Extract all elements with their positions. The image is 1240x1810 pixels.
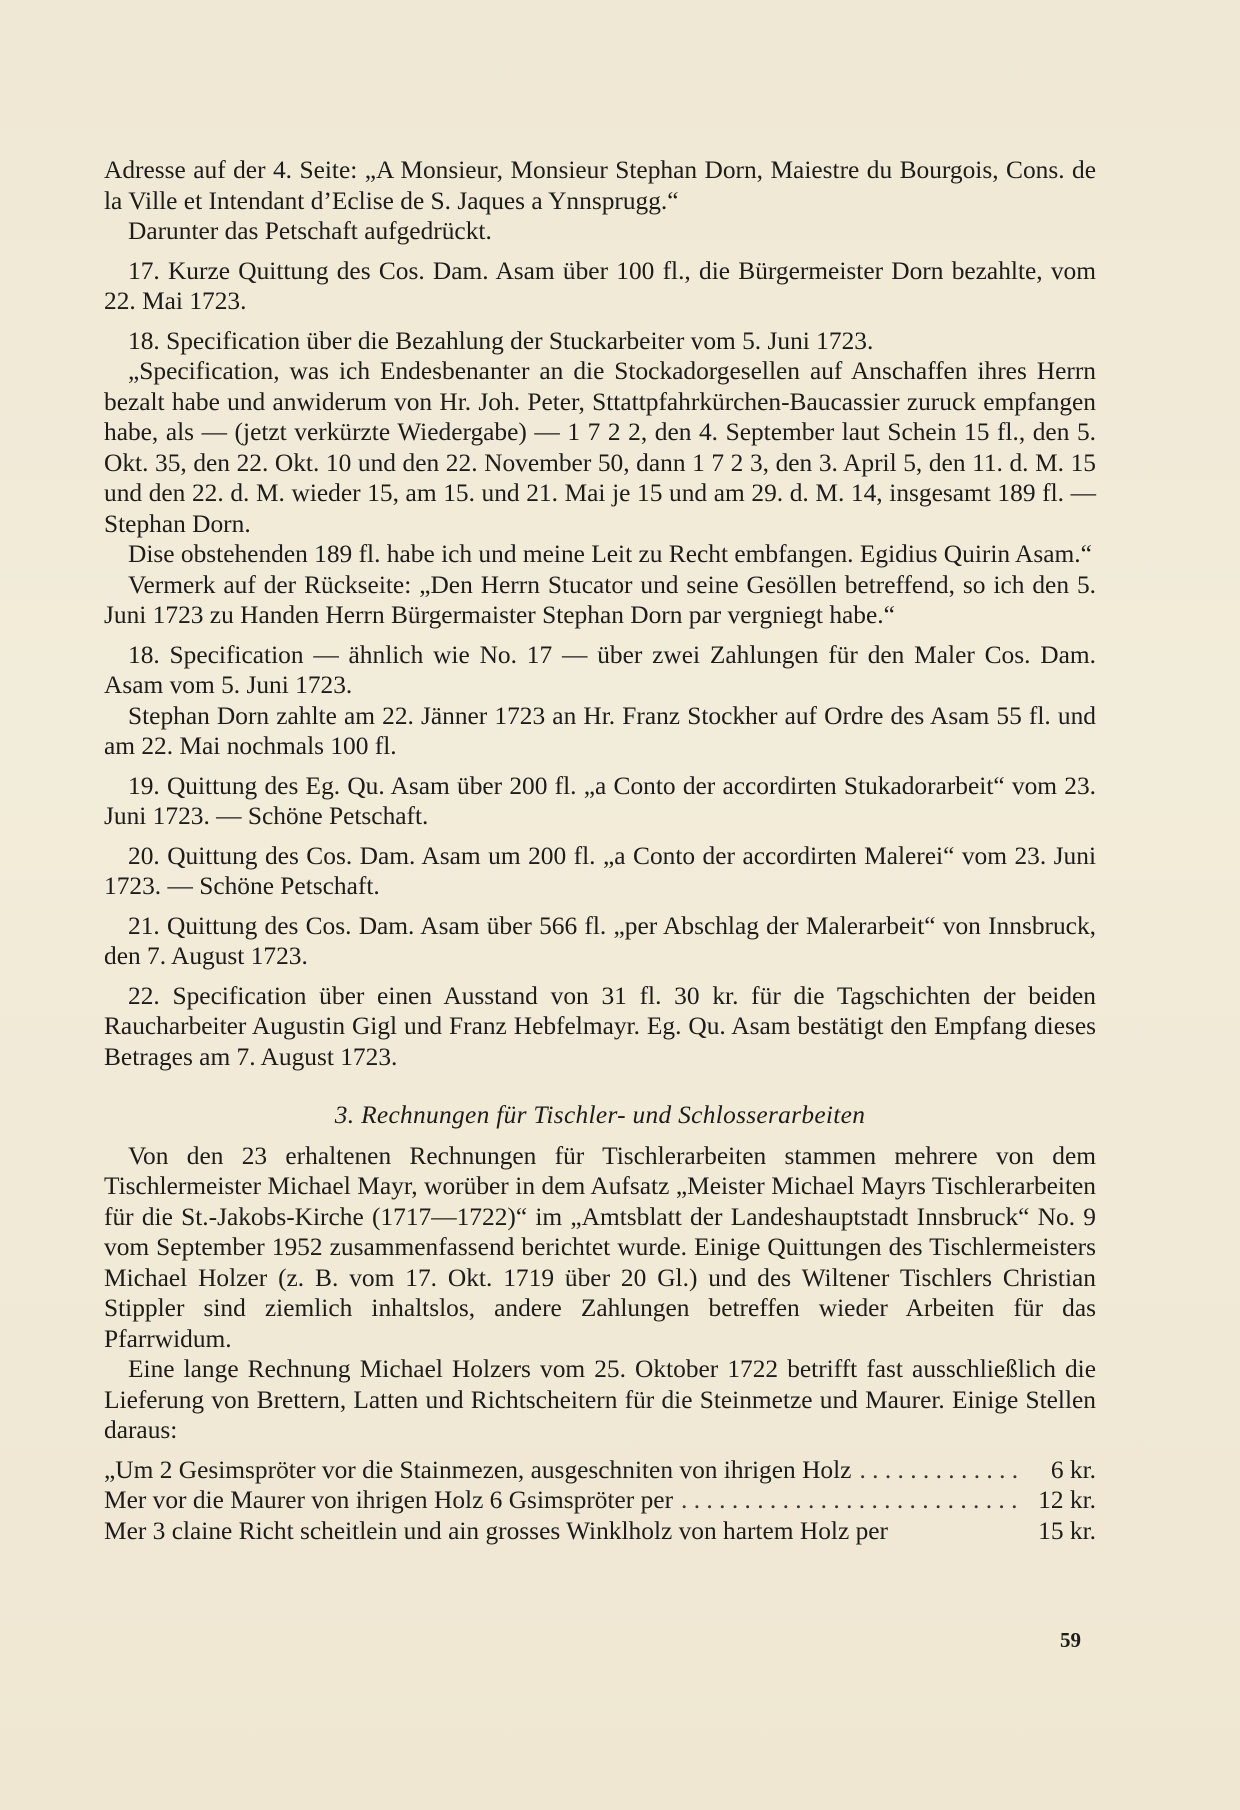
paragraph: 19. Quittung des Eg. Qu. Asam über 200 fl. „a Conto der accordirten Stukadorarbeit“ vom 23. Juni 1723. — Schöne Petschaft. bbox=[104, 771, 1096, 830]
paragraph: 18. Specification — ähnlich wie No. 17 — über zwei Zahlungen für den Maler Cos. Dam. Asam vom 5. Juni 1723. bbox=[104, 640, 1096, 699]
section-paragraph: Eine lange Rechnung Michael Holzers vom 25. Oktober 1722 betrifft fast ausschließlich die Lieferung von Brettern, Latten und Richtscheitern für die Steinmetze und Maurer. Einige Stellen daraus: bbox=[104, 1355, 1096, 1444]
paragraph: 18. Specification über die Bezahlung der Stuckarbeiter vom 5. Juni 1723. bbox=[128, 326, 874, 355]
leader-dots bbox=[681, 1485, 1018, 1516]
item-text: Mer 3 claine Richt scheitlein und ain grosses Winklholz von hartem Holz per bbox=[104, 1516, 889, 1545]
paragraph: Dise obstehenden 189 fl. habe ich und meine Leit zu Recht embfangen. Egidius Quirin Asam.“ bbox=[128, 540, 1092, 568]
paragraph: Adresse auf der 4. Seite: „A Monsieur, Monsieur Stephan Dorn, Maiestre du Bourgois, Cons. de la Ville et Intendant d’Eclise de S. Jaques a Ynnsprugg.“ bbox=[104, 156, 1096, 215]
list-item bbox=[104, 1485, 1096, 1516]
list-item bbox=[104, 1516, 1096, 1547]
paragraph: Darunter das Petschaft aufgedrückt. bbox=[128, 217, 492, 245]
item-amount: 15 kr. bbox=[1038, 1516, 1096, 1545]
paragraph: 21. Quittung des Cos. Dam. Asam über 566 fl. „per Abschlag der Malerarbeit“ von Innsbruck, den 7. August 1723. bbox=[104, 911, 1096, 970]
paragraph: Vermerk auf der Rückseite: „Den Herrn Stucator und seine Gesöllen betreffend, so ich den 5. Juni 1723 zu Handen Herrn Bürgermaister Stephan Dorn par vergniegt habe.“ bbox=[104, 570, 1096, 629]
section-paragraph: Von den 23 erhaltenen Rechnungen für Tischlerarbeiten stammen mehrere von dem Tischlermeister Michael Mayr, worüber in dem Aufsatz „Meister Michael Mayrs Tischlerarbeiten für die St.-Jakobs-Kirche (1717—1722)“ im „Amtsblatt der Landeshauptstadt Innsbruck“ No. 9 vom September 1952 zusammenfassend berichtet wurde. Einige Quittungen des Tischlermeisters Michael Holzer (z. B. vom 17. Okt. 1719 über 20 Gl.) und des Wiltener Tischlers Christian Stippler sind ziemlich inhaltslos, andere Zahlungen betreffen wieder Arbeiten für das Pfarrwidum. bbox=[104, 1141, 1096, 1353]
page-number: 59 bbox=[1060, 1628, 1081, 1652]
item-amount: 12 kr. bbox=[1038, 1486, 1096, 1514]
paragraph: „Specification, was ich Endesbenanter an die Stockadorgesellen auf Anschaffen ihres Herrn bezalt habe und anwiderum von Hr. Joh. Peter, Sttattpfahrkürchen-Baucassier zuruck empfangen habe, als — (jetzt verkürzte Wiedergabe) — 1 7 2 2, den 4. September laut Schein 15 fl., den 5. Okt. 35, den 22. Okt. 10 und den 22. November 50, dann 1 7 2 3, den 3. April 5, den 11. d. M. 15 und den 22. d. M. wieder 15, am 15. und 21. Mai je 15 und am 29. d. M. 14, insgesamt 189 fl. — Stephan Dorn. bbox=[104, 357, 1096, 538]
paragraph: 20. Quittung des Cos. Dam. Asam um 200 fl. „a Conto der accordirten Malerei“ vom 23. Juni 1723. — Schöne Petschaft. bbox=[104, 841, 1096, 900]
section-heading: 3. Rechnungen für Tischler- und Schlosserarbeiten bbox=[334, 1101, 866, 1129]
item-text: „Um 2 Gesimspröter vor die Stainmezen, ausgeschniten von ihrigen Holz bbox=[104, 1455, 852, 1484]
section-paragraph-list bbox=[104, 1141, 1096, 1446]
paragraph: 17. Kurze Quittung des Cos. Dam. Asam über 100 fl., die Bürgermeister Dorn bezahlte, vom 22. Mai 1723. bbox=[104, 256, 1096, 315]
itemized-list bbox=[104, 1455, 1096, 1547]
page-body bbox=[104, 155, 1096, 1546]
list-item bbox=[104, 1455, 1096, 1486]
leader-dots bbox=[859, 1455, 1018, 1486]
paragraph-list bbox=[104, 155, 1096, 1072]
item-text: Mer vor die Maurer von ihrigen Holz 6 Gsimspröter per bbox=[104, 1486, 674, 1514]
item-amount: 6 kr. bbox=[1050, 1455, 1096, 1484]
paragraph: Stephan Dorn zahlte am 22. Jänner 1723 an Hr. Franz Stockher auf Ordre des Asam 55 fl. und am 22. Mai nochmals 100 fl. bbox=[104, 701, 1096, 760]
paragraph: 22. Specification über einen Ausstand von 31 fl. 30 kr. für die Tagschichten der beiden Raucharbeiter Augustin Gigl und Franz Hebfelmayr. Eg. Qu. Asam bestätigt den Empfang dieses Betrages am 7. August 1723. bbox=[104, 981, 1096, 1071]
